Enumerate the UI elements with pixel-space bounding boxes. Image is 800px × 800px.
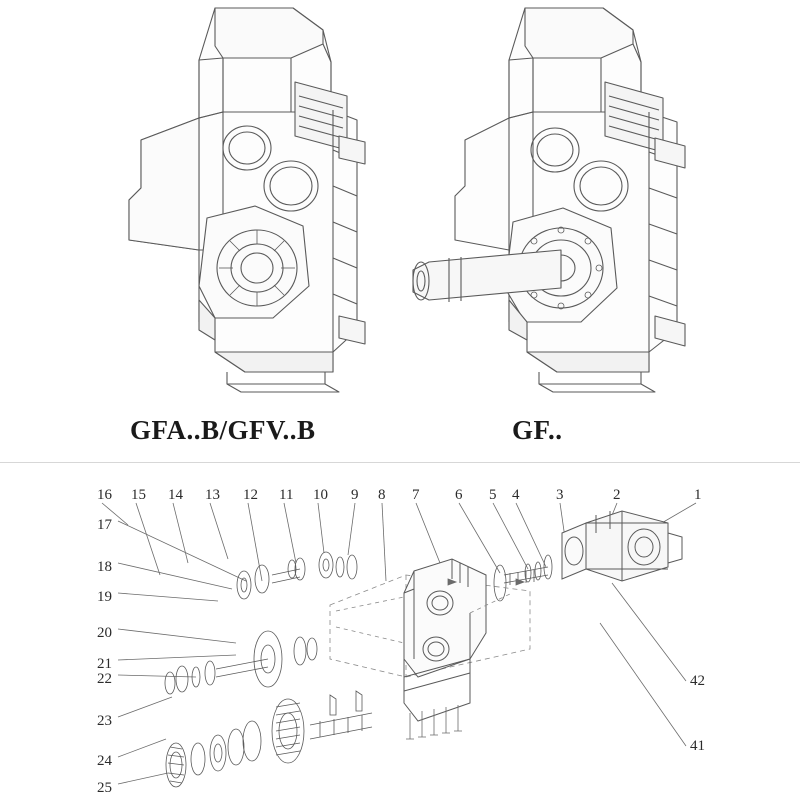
- callout-42: 42: [690, 673, 705, 689]
- callout-17: 17: [97, 517, 112, 533]
- callout-11: 11: [279, 487, 294, 503]
- callout-4: 4: [512, 487, 520, 503]
- callout-8: 8: [378, 487, 386, 503]
- callout-16: 16: [97, 487, 112, 503]
- callout-22: 22: [97, 671, 112, 687]
- left-gear-unit-view: [95, 0, 385, 400]
- callout-7: 7: [412, 487, 420, 503]
- right-gear-unit-view: [405, 0, 705, 400]
- callout-18: 18: [97, 559, 112, 575]
- exploded-parts-diagram: [0, 463, 800, 800]
- callout-24: 24: [97, 753, 112, 769]
- callout-23: 23: [97, 713, 112, 729]
- callout-14: 14: [168, 487, 183, 503]
- callout-1: 1: [694, 487, 702, 503]
- callout-3: 3: [556, 487, 564, 503]
- callout-15: 15: [131, 487, 146, 503]
- callout-13: 13: [205, 487, 220, 503]
- callout-41: 41: [690, 738, 705, 754]
- callout-25: 25: [97, 780, 112, 796]
- callout-6: 6: [455, 487, 463, 503]
- exploded-parts-svg: [0, 463, 800, 800]
- right-view-caption: GF..: [512, 415, 563, 445]
- callout-5: 5: [489, 487, 497, 503]
- callout-10: 10: [313, 487, 328, 503]
- left-view-caption: GFA..B/GFV..B: [130, 415, 316, 445]
- callout-9: 9: [351, 487, 359, 503]
- callout-20: 20: [97, 625, 112, 641]
- callout-2: 2: [613, 487, 621, 503]
- callout-12: 12: [243, 487, 258, 503]
- callout-21: 21: [97, 656, 112, 672]
- callout-19: 19: [97, 589, 112, 605]
